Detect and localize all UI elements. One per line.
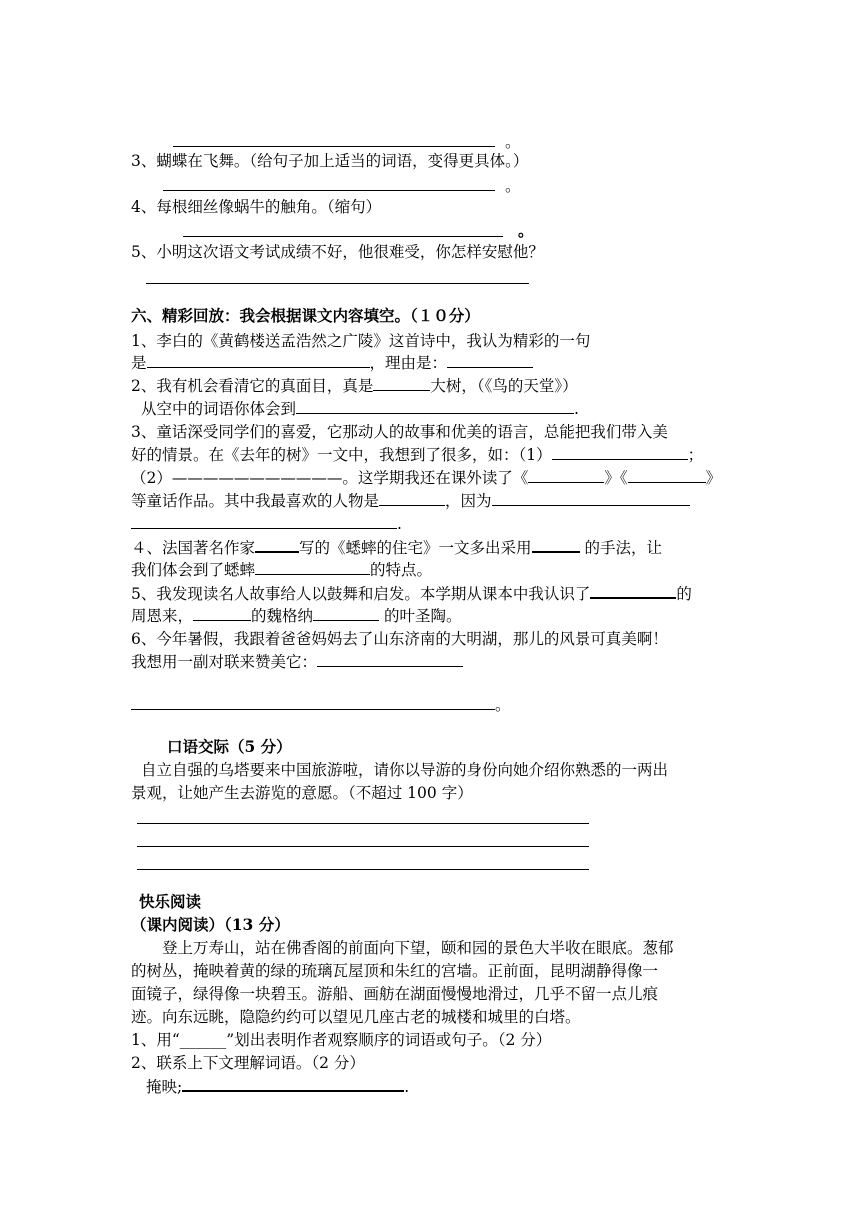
reading-question-2-answer: 掩映; . — [146, 1075, 409, 1098]
answer-blank[interactable] — [492, 490, 690, 506]
question-6-5b: 周恩来， 的魏格纳 的叶圣陶。 — [131, 607, 462, 625]
answer-blank[interactable] — [296, 398, 574, 414]
question-6-3d: 等童话作品。其中我最喜欢的人物是 ，因为 — [131, 490, 690, 512]
period: 。 — [518, 221, 534, 240]
answer-blank[interactable] — [255, 536, 299, 553]
question-6-6c: 。 — [131, 694, 511, 716]
question-6-5a: 5、我发现读名人故事给人以鼓舞和启发。本学期从课本中我认识了 的 — [131, 582, 692, 605]
reading-question-1: 1、用“______”划出表明作者观察顺序的词语或句子。（2 分） — [131, 1031, 552, 1049]
question-3: 3、蝴蝶在飞舞。（给句子加上适当的词语，变得更具体。） — [131, 152, 529, 170]
question-6-1b: 是 ，理由是： — [131, 352, 533, 374]
answer-blank[interactable] — [255, 559, 370, 575]
answer-blank[interactable] — [147, 352, 370, 368]
question-6-3e: . — [131, 513, 402, 535]
question-6-4b: 我们体会到了蟋蟀 的特点。 — [131, 561, 433, 579]
writing-line[interactable] — [137, 823, 589, 824]
question-6-2b: 从空中的词语你体会到 . — [141, 400, 579, 418]
passage-line: 迹。向东远眺，隐隐约约可以望见几座古老的城楼和城里的白塔。 — [131, 1008, 581, 1026]
reading-question-2: 2、联系上下文理解词语。（2 分） — [131, 1054, 365, 1072]
oral-prompt-1: 自立自强的乌塔要来中国旅游啦，请你以导游的身份向她介绍你熟悉的一两出 — [141, 761, 669, 779]
writing-line[interactable] — [137, 869, 589, 870]
answer-blank[interactable] — [313, 605, 379, 621]
question-6-4a: ４、法国著名作家 写的《蟋蟀的住宅》一文多出采用 的手法，让 — [131, 536, 662, 559]
answer-blank[interactable] — [528, 467, 604, 483]
section-title: 六、精彩回放：我会根据课文内容填空。（１０分） — [131, 307, 480, 325]
question-6-2a: 2、我有机会看清它的真面目，真是 大树，（《鸟的天堂》） — [131, 377, 578, 395]
answer-blank[interactable] — [552, 444, 688, 460]
answer-blank[interactable] — [379, 490, 445, 506]
question-5: 5、小明这次语文考试成绩不好，他很难受，你怎样安慰他？ — [131, 243, 544, 261]
answer-blank[interactable] — [131, 513, 397, 529]
answer-line[interactable] — [183, 236, 503, 237]
answer-blank[interactable] — [590, 582, 676, 599]
answer-blank[interactable] — [193, 605, 251, 621]
answer-blank[interactable] — [317, 651, 463, 667]
oral-title: 口语交际（5 分） — [167, 737, 292, 756]
question-6-6b: 我想用一副对联来赞美它： — [131, 651, 463, 673]
oral-prompt-2: 景观，让她产生去游览的意愿。（不超过 100 字） — [131, 784, 473, 802]
passage-line: 登上万寿山，站在佛香阁的前面向下望，颐和园的景色大半收在眼底。葱郁 — [162, 939, 674, 957]
question-6-3b: 好的情景。在《去年的树》一文中，我想到了很多，如：（1） ； — [131, 446, 704, 464]
answer-line[interactable] — [173, 146, 495, 147]
answer-blank[interactable] — [373, 375, 430, 391]
period: 。 — [505, 177, 521, 195]
answer-blank[interactable] — [131, 694, 495, 710]
answer-blank[interactable] — [447, 352, 533, 368]
answer-blank[interactable] — [628, 467, 706, 483]
question-6-6a: 6、今年暑假，我跟着爸爸妈妈去了山东济南的大明湖，那儿的风景可真美啊！ — [131, 630, 668, 648]
reading-title: 快乐阅读 — [139, 892, 202, 911]
answer-line[interactable] — [163, 190, 495, 191]
question-6-3a: 3、童话深受同学们的喜爱，它那动人的故事和优美的语言，总能把我们带入美 — [131, 423, 668, 441]
reading-subtitle: （课内阅读）（13 分） — [131, 915, 290, 934]
writing-line[interactable] — [137, 846, 589, 847]
passage-line: 的树丛，掩映着黄的绿的琉璃瓦屋顶和朱红的宫墙。正前面，昆明湖静得像一 — [131, 962, 659, 980]
passage-line: 面镜子，绿得像一块碧玉。游船、画舫在湖面慢慢地滑过，几乎不留一点儿痕 — [131, 985, 659, 1003]
answer-blank[interactable] — [532, 536, 580, 553]
question-6-1a: 1、李白的《黄鹤楼送孟浩然之广陵》这首诗中，我认为精彩的一句 — [131, 332, 591, 350]
answer-blank[interactable] — [182, 1075, 404, 1092]
answer-line[interactable] — [146, 283, 529, 284]
period: 。 — [505, 133, 521, 151]
question-4: 4、每根细丝像蜗牛的触角。（缩句） — [131, 198, 382, 216]
question-6-3c: （2）———————————。这学期我还在课外读了《 》《 》 — [131, 469, 722, 487]
